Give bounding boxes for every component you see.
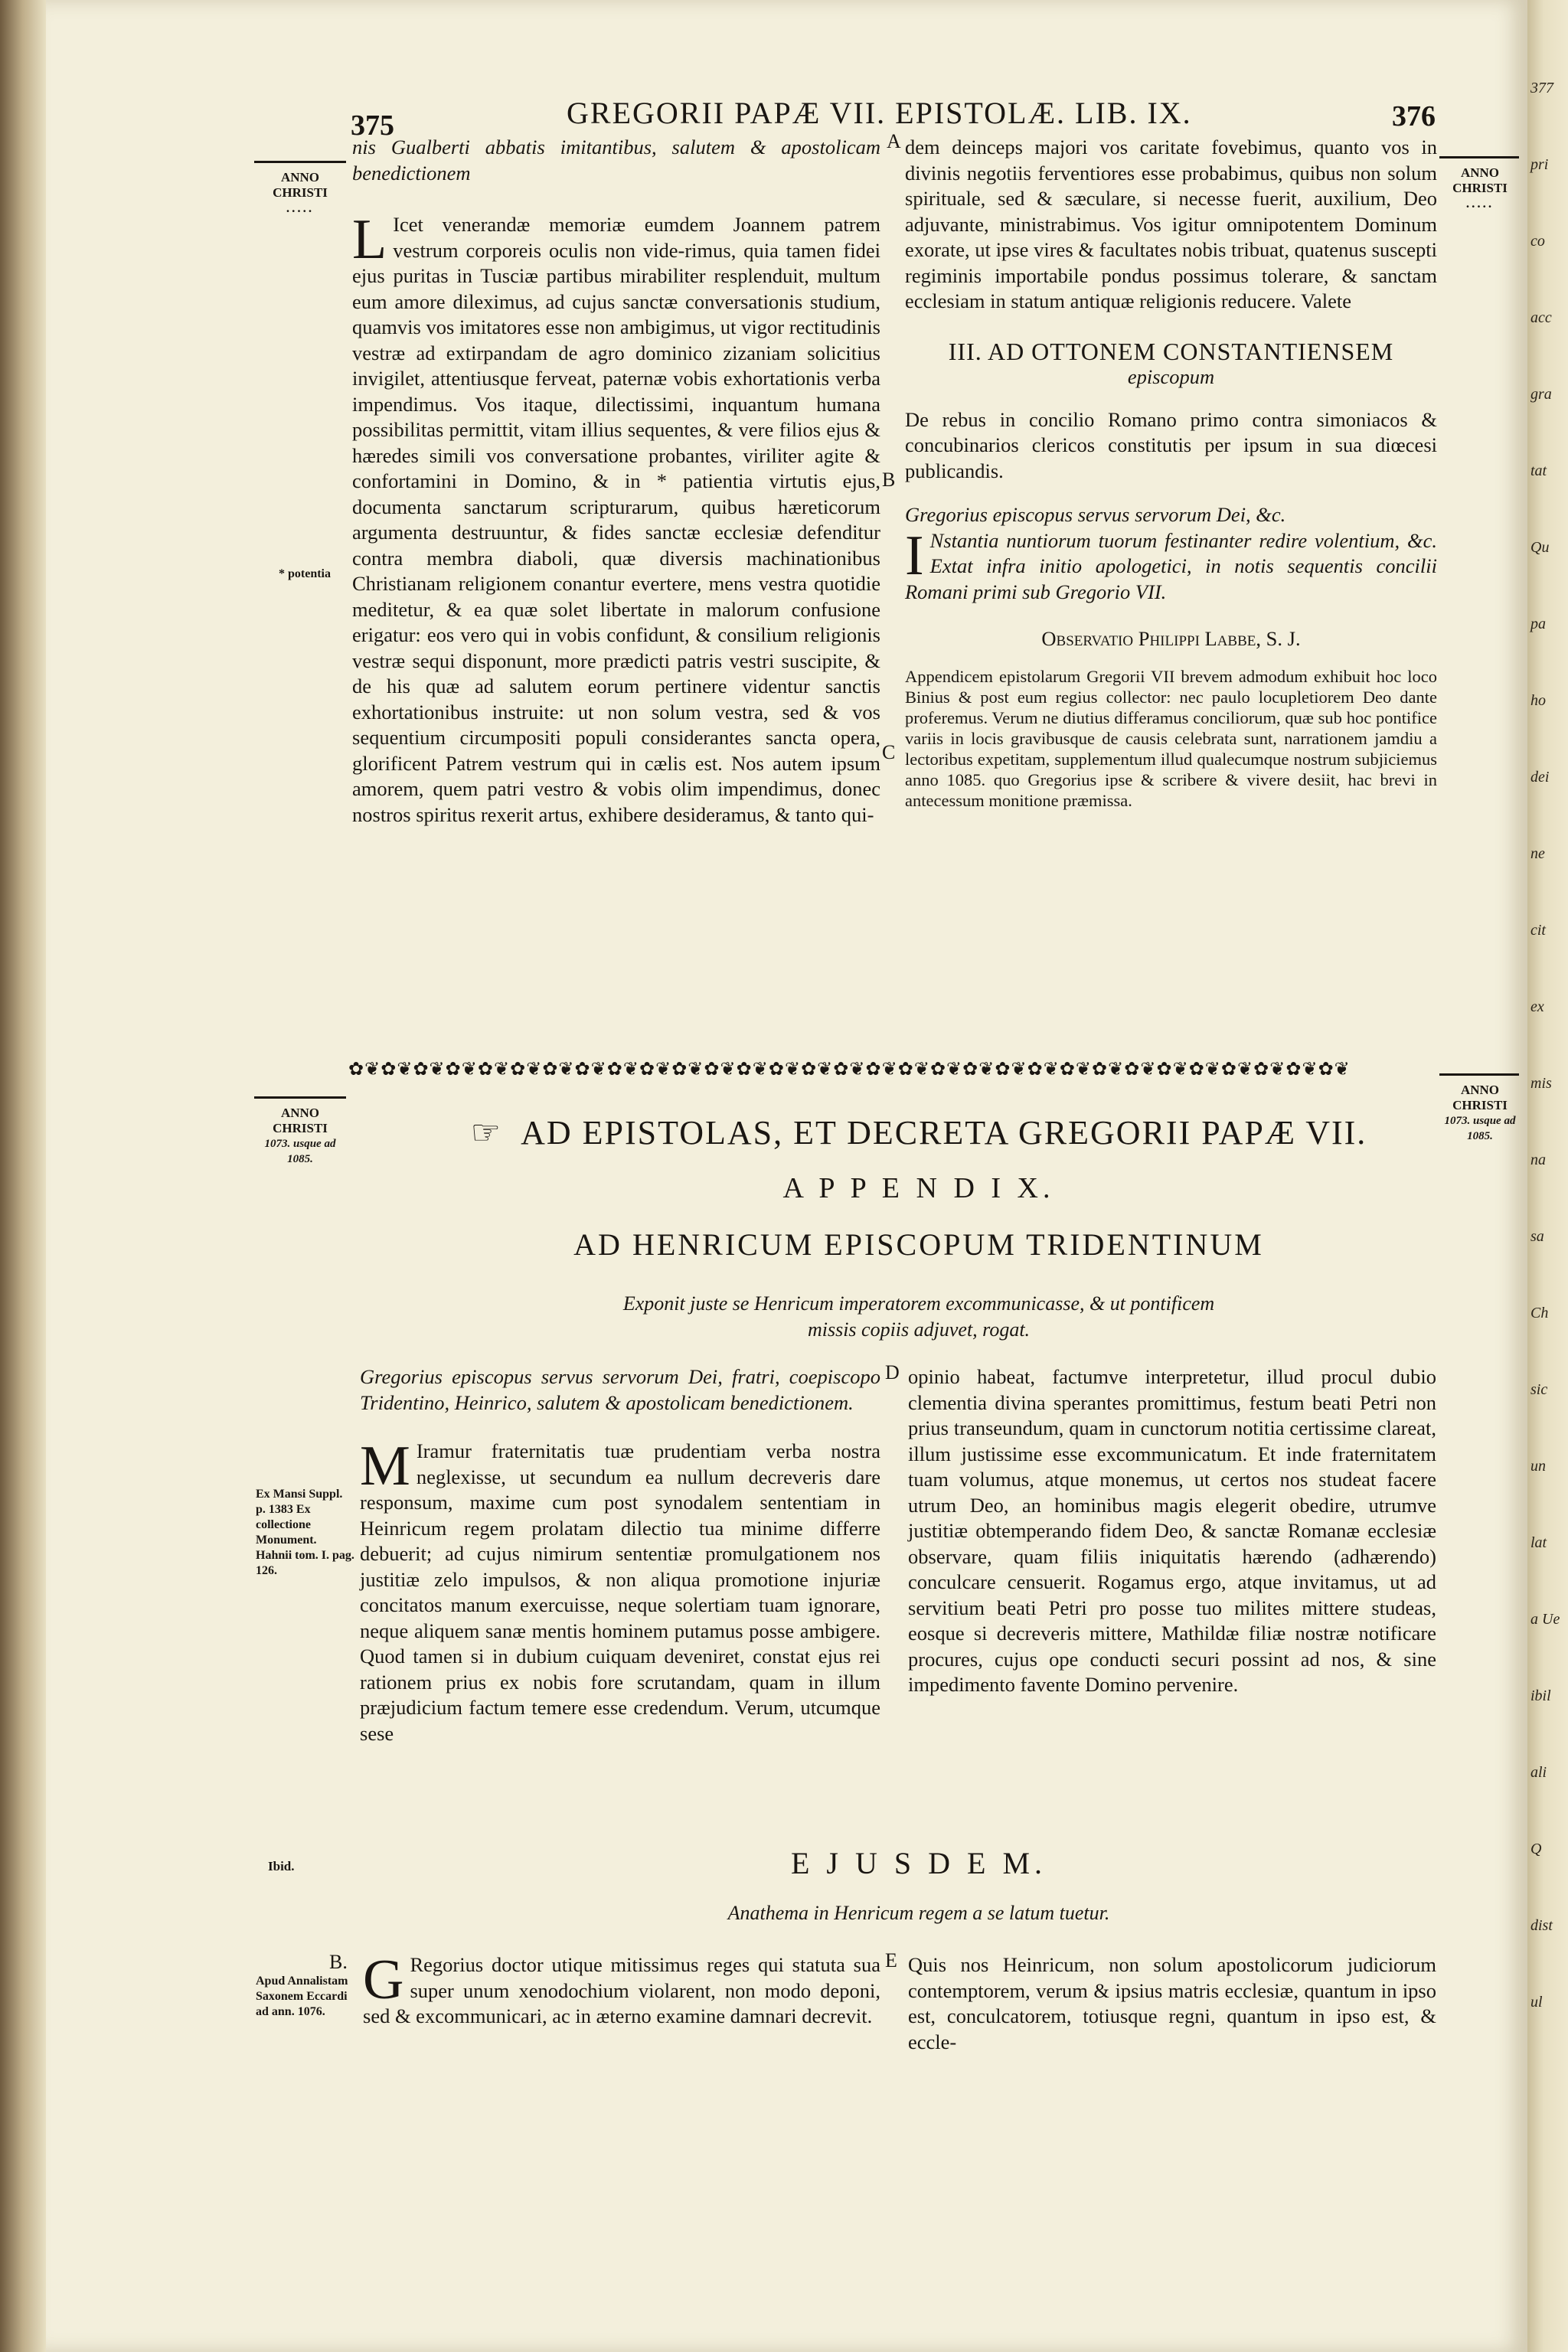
ibid-note: Ibid.	[268, 1859, 295, 1873]
section-marker-b2: B.	[329, 1951, 348, 1973]
ejusdem-right-column: Quis nos Heinricum, non solum apostolicorum judiciorum contemptorem, verum & ipsius matris ecclesiæ, quantum in ipso est, conculcatorem, totiusque regni, quantum in ipso est, & eccle-	[908, 1953, 1436, 2053]
adjacent-page-fragment: 377	[1530, 80, 1553, 96]
potentia-note: * potentia	[279, 567, 331, 580]
letter-body: L Icet venerandæ memoriæ eumdem Joannem patrem vestrum corporeis oculis non vide-rimus, quia tamen fidei ejus puritas in Tusciæ partibus mirabiliter resplenduit, multum eum amore dileximus, ad cujus sanctæ conversationis studium, quamvis vos imitatores esse non ambigimus, ut vigor rectitudinis vestræ ad extirpandam de agro dominico zizaniam solicitius invigilet, attentiusque ferveat, paternæ vobis exhortationis verba impendimus. Vos itaque, dilectissimi, inquantum humana possibilitas permittit, vitam illius sequentes, & vere filios ejus & hæredes simili vos conversatione probantes, viriliter agite & confortamini in Domino, & in * patientia virtutis ejus, documenta sanctarum scripturarum, quibus hæreticorum argumenta destruuntur, & fides sanctæ ecclesiæ defenditur contra membra diaboli, quæ diversis machinationibus Christianam religionem conantur evertere, mens vestra quotidie meditetur, & ea quæ solet libertate in malorum confusione erigatur: eos vero qui in vobis confidunt, & consilium religionis vestræ sequi disponunt, more prædicti patris vestri suscipite, & de his quæ ad salutem eorum pertinere videntur sanctis exhortationibus instruite: ut non solum vestra, sed & vos sequentium circumpositi populi considerantes sancta opera, glorificent Patrem vestrum qui in cælis est. Nos autem ipsum amorem, quem patri vestro & vobis olim impendimus, donec nostros spiritus rexerit artus, exhibere desideramus, & tanto qui-	[352, 208, 880, 826]
letter-body-continued: dem deinceps majori vos caritate fovebimus, quanto vos in divinis negotiis ferventiores esse probabimus, quibus non solum spirituale, sed & sæculare, si necesse fuerit, auxilium, Deo adjuvante, ministrabimus. Vos igitur omnipotentem Dominum exorate, ut ipse vires & facultates nobis tribuat, quatenus suscepti regiminis importabile pondus possimus tolerare, & sanctam ecclesiam in statum antiquæ religionis reducere. Valete	[905, 136, 1437, 312]
henricum-right-column	[908, 1364, 1436, 1698]
appendix-main-title: ☞ AD EPISTOLAS, ET DECRETA GREGORII PAPÆ VII.	[470, 1114, 1367, 1152]
section-marker-e: E	[885, 1949, 897, 1971]
letter-3-summary: De rebus in concilio Romano primo contra simoniacos & concubinarios clericos constitutis per ipsum in sua diœcesi publicandis.	[905, 407, 1437, 482]
adjacent-page-fragment: na	[1530, 1152, 1546, 1168]
letter-body-continued: opinio habeat, factumve interpretetur, illud procul dubio clementia divina sperantes promittimus, festum beati Petri non prius transeundum, quam in cunctorum notitia certissime clareat, illum justissime esse excommunicatum. Et inde fraternitatem tuam volumus, atque monemus, ut certos nos studeat facere utrum Deo, an hominibus magis elegerit obedire, utrumve justitiæ obtemperando fidem Deo, & sanctæ Romanæ ecclesiæ observare, quam filiis iniquitatis hærendo (adhærendo) conculcare censuerit. Rogamus ergo, atque invitamus, ut ad servitium beati Petri pro posse tuo milites mittere studeas, eosque si decreveris mittere, Mathildæ filiæ nostræ notificare procures, cujus ope conducti securi possint ad nos, & sine impedimento favente Domino pervenire.	[908, 1365, 1436, 1696]
adjacent-page-fragment: gra	[1530, 386, 1552, 403]
adjacent-page-fragment: ul	[1530, 1994, 1543, 2011]
adjacent-page-fragment: sic	[1530, 1381, 1548, 1398]
adjacent-page-fragment: a Ue	[1530, 1611, 1560, 1628]
right-page-number: 376	[1392, 100, 1436, 132]
ejusdem-summary: Anathema in Henricum regem a se latum tuetur.	[727, 1902, 1110, 1924]
letter-summary-line-2: missis copiis adjuvet, rogat.	[807, 1318, 1031, 1341]
anno-christi-note: ANNO CHRISTI .....	[1452, 165, 1508, 211]
letter-intro: nis Gualberti abbatis imitantibus, salutem & apostolicam benedictionem	[352, 136, 880, 185]
left-column-top	[352, 135, 880, 828]
section-marker-b: B	[882, 469, 896, 491]
adjacent-page-fragment: cit	[1530, 922, 1546, 939]
letter-title: AD HENRICUM EPISCOPUM TRIDENTINUM	[573, 1227, 1264, 1262]
observatio-body: Appendicem epistolarum Gregorii VII brevem admodum exhibuit hoc loco Binius & post eum regius collector: nec paulo locupletiorem Deo dante proferemus. Verum ne diutius differamus conciliorum, quæ sub hoc pontifice variis in locis gravibusque de causis celebrata sunt, narrationem jamdiu a lectoribus expetitam, supplementum illud qualecumque nostrum subjiciemus anno 1085. quo Gregorius ipse & scribere & vivere desiit, hac brevi in antecessum monitione præmissa.	[905, 666, 1437, 810]
right-column-top	[905, 135, 1437, 811]
source-note: Apud Annalistam Saxonem Eccardi ad ann. 1076.	[256, 1975, 348, 2018]
appendix-label: A P P E N D I X.	[782, 1172, 1055, 1204]
salutation: Gregorius episcopus servus servorum Dei, fratri, coepiscopo Tridentino, Heinrico, salutem & apostolicam benedictionem.	[360, 1365, 880, 1414]
adjacent-page-fragment: ne	[1530, 845, 1545, 862]
adjacent-page-fragment: Q	[1530, 1841, 1542, 1857]
drop-capital: L	[352, 208, 387, 271]
section-marker-c: C	[882, 741, 896, 763]
adjacent-page-edge	[1527, 0, 1568, 2352]
anno-christi-note: ANNO CHRISTI 1073. usque ad 1085.	[1444, 1083, 1516, 1142]
anno-christi-note: ANNO CHRISTI 1073. usque ad 1085.	[264, 1106, 336, 1165]
margin-rule	[1439, 156, 1519, 158]
adjacent-page-fragment: ibil	[1530, 1687, 1551, 1704]
drop-capital: M	[360, 1435, 410, 1498]
henricum-left-column	[360, 1364, 880, 1746]
adjacent-page-fragment: ex	[1530, 998, 1544, 1015]
margin-rule	[254, 161, 346, 163]
letter-3-body: I Nstantia nuntiorum tuorum festinanter redire volentium, &c. Extat infra initio apologetici, in notis sequentis concilii Romani primi sub Gregorio VII.	[905, 524, 1437, 603]
adjacent-page-fragment: acc	[1530, 309, 1552, 326]
drop-capital: I	[905, 524, 924, 587]
drop-capital: G	[363, 1949, 404, 2011]
margin-rule	[1439, 1073, 1519, 1076]
section-marker-d: D	[885, 1361, 900, 1383]
adjacent-page-fragment: tat	[1530, 462, 1547, 479]
margin-rule	[254, 1096, 346, 1099]
source-note: Ex Mansi Suppl. p. 1383 Ex collectione Monument. Hahnii tom. I. pag. 126.	[256, 1488, 354, 1577]
anno-christi-note: ANNO CHRISTI .....	[273, 170, 328, 215]
left-page-number: 375	[351, 109, 394, 142]
pointing-hand-icon: ☞	[470, 1114, 503, 1152]
adjacent-page-fragment: Qu	[1530, 539, 1550, 556]
adjacent-page-fragment: dei	[1530, 769, 1550, 786]
running-title: GREGORII PAPÆ VII. EPISTOLÆ. LIB. IX.	[567, 96, 1192, 130]
letter-body: M Iramur fraternitatis tuæ prudentiam verba nostra neglexisse, ut secundum ea nullum decreveris dare responsum, maxime cum post synodalem sententiam in Heinricum regem prolatam dilectio tua minime differre debuerit; ad cujus nimirum sententiæ promulgationem nos justitiæ zelo impulsos, & non aliqua promotione injuriæ concitatos manum exercuisse, neque solertiam tuam ignorare, neque aliquem sanæ mentis hominem putamus posse ambigere. Quod tamen si in dubium cuiquam deveniret, constat ejus rei rationem prius ex nobis fore scrutandam, quam in illum præjudicium factum temere esse credendum. Verum, utcumque sese	[360, 1435, 880, 1745]
adjacent-page-fragment: ho	[1530, 692, 1546, 709]
adjacent-page-fragment: dist	[1530, 1917, 1553, 1934]
adjacent-page-fragment: un	[1530, 1458, 1546, 1475]
adjacent-page-fragment: ali	[1530, 1764, 1547, 1781]
ejusdem-title: E J U S D E M.	[790, 1846, 1047, 1880]
letter-3-salutation: Gregorius episcopus servus servorum Dei, &c.	[905, 503, 1286, 526]
ornamental-band: ✿❦✿❦✿❦✿❦✿❦✿❦✿❦✿❦✿❦✿❦✿❦✿❦✿❦✿❦✿❦✿❦✿❦✿❦✿❦✿❦✿❦✿❦✿❦✿❦✿❦✿❦✿❦✿❦✿❦✿❦✿❦	[348, 1060, 1351, 1080]
observatio-title: Observatio Philippi Labbe, S. J.	[1041, 627, 1301, 650]
letter-3-title: III. AD OTTONEM CONSTANTIENSEM	[948, 337, 1394, 365]
letter-summary-line-1: Exponit juste se Henricum imperatorem excommunicasse, & ut pontificem	[622, 1292, 1215, 1315]
adjacent-page-fragment: Ch	[1530, 1305, 1549, 1321]
adjacent-page-fragment: sa	[1530, 1228, 1544, 1245]
ejusdem-left-column: G Regorius doctor utique mitissimus reges qui statuta sua super unum xenodochium violarent, non modo deponi, sed & excommunicari, ac in æterno examine damnari decrevit.	[363, 1949, 880, 2027]
adjacent-page-fragment: mis	[1530, 1075, 1552, 1092]
adjacent-page-fragment: lat	[1530, 1534, 1547, 1551]
letter-3-subtitle: episcopum	[1127, 365, 1215, 388]
adjacent-page-fragment: co	[1530, 233, 1545, 250]
adjacent-page-fragment: pa	[1530, 616, 1546, 632]
adjacent-page-fragment: pri	[1530, 156, 1549, 173]
section-marker-a: A	[887, 130, 901, 152]
